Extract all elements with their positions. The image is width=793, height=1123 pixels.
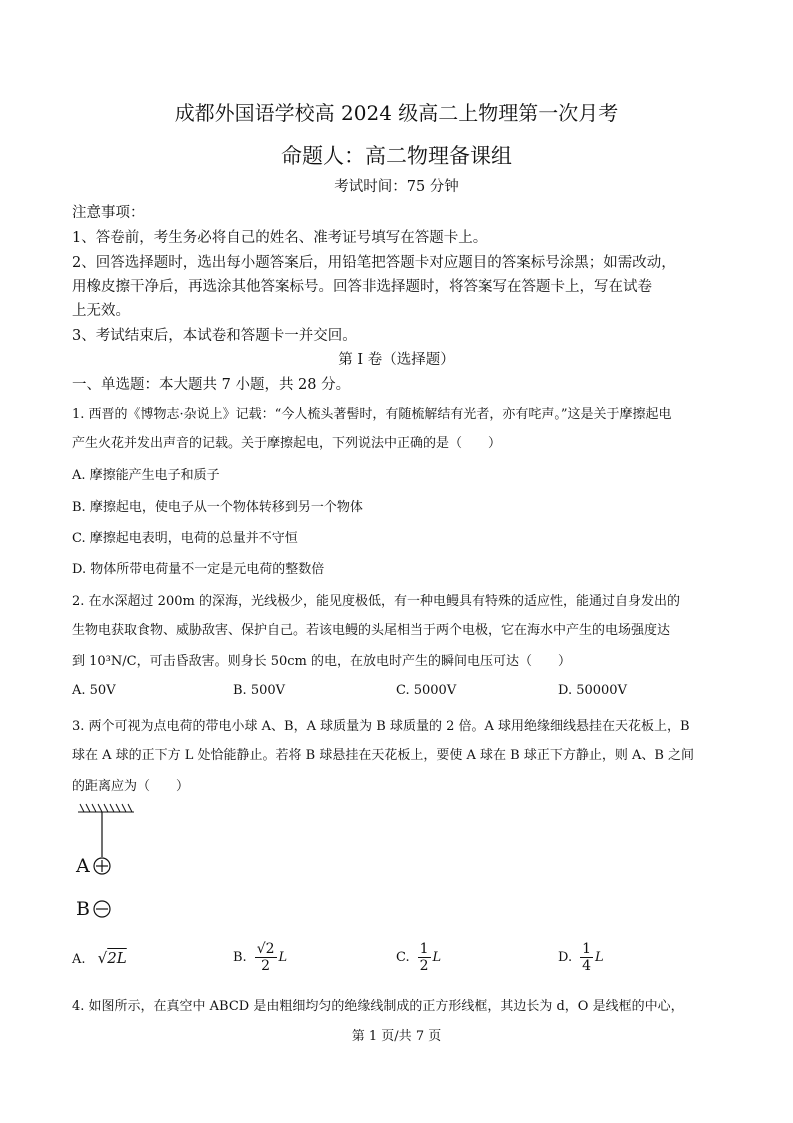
negative-charge-icon (94, 901, 110, 917)
q3-option-b-numerator: √2 (256, 940, 275, 957)
q2-stem-line-3: 到 10³N/C，可击昏敌害。则身长 50cm 的电，在放电时产生的瞬间电压可达（ ） (72, 654, 572, 669)
q3-option-c-label: C. (396, 949, 410, 965)
q3-stem-line-1: 3. 两个可视为点电荷的带电小球 A、B，A 球质量为 B 球质量的 2 倍。A 球用绝缘细线悬挂在天花板上，B (72, 719, 690, 734)
section-heading: 一、单选题：本大题共 7 小题，共 28 分。 (72, 377, 351, 393)
q3-stem-line-2: 球在 A 球的正下方 L 处恰能静止。若将 B 球悬挂在天花板上，要使 A 球在 B 球正下方静止，则 A、B 之间 (72, 748, 695, 763)
q3-option-d-fraction (580, 942, 593, 973)
exam-title: 成都外国语学校高 2024 级高二上物理第一次月考 (174, 101, 619, 125)
note-2-line-2: 用橡皮擦干净后，再选涂其他答案标号。回答非选择题时，将答案写在答题卡上，写在试卷 (72, 279, 652, 295)
q1-option-c: C. 摩擦起电表明，电荷的总量并不守恒 (72, 531, 298, 546)
q3-figure-label-a: A (76, 855, 90, 877)
q3-option-a-label: A. (72, 952, 86, 967)
q1-stem-line-2: 产生火花并发出声音的记载。关于摩擦起电，下列说法中正确的是（ ） (72, 436, 502, 451)
section-title: 第 I 卷（选择题） (338, 352, 455, 368)
q3-option-c (396, 938, 441, 976)
q1-option-d: D. 物体所带电荷量不一定是元电荷的整数倍 (72, 562, 325, 577)
q3-option-a (72, 949, 127, 967)
q3-figure-label-b: B (76, 898, 90, 920)
note-2-line-3: 上无效。 (72, 303, 130, 319)
sqrt-sign-icon: √ (97, 949, 108, 967)
notes-heading: 注意事项： (72, 205, 145, 221)
q3-option-d (558, 938, 604, 976)
q2-stem-line-1: 2. 在水深超过 200m 的深海，光线极少，能见度极低，有一种电鳗具有特殊的适应性，能通过自身发出的 (72, 594, 680, 609)
q1-option-a: A. 摩擦能产生电子和质子 (72, 468, 220, 483)
q3-option-c-denominator: 2 (419, 957, 429, 974)
q1-stem-line-1: 1. 西晋的《博物志·杂说上》记载：“今人梳头著髻时，有随梳解结有光者，亦有咤声。”这是关于摩擦起电 (72, 407, 672, 422)
q2-option-a: A. 50V (72, 683, 116, 698)
ceiling-hatching (78, 804, 134, 812)
q3-option-b-label: B. (233, 949, 247, 965)
q3-option-a-value (98, 949, 127, 967)
q3-option-d-denominator: 4 (582, 957, 592, 974)
page-footer: 第 1 页/共 7 页 (351, 1029, 442, 1044)
q3-option-b-fraction (255, 942, 277, 973)
note-1: 1、答卷前，考生务必将自己的姓名、准考证号填写在答题卡上。 (72, 230, 488, 246)
q3-stem-line-3: 的距离应为（ ） (72, 779, 190, 794)
q3-option-c-numerator: 1 (419, 940, 429, 957)
exam-time: 考试时间：75 分钟 (334, 179, 459, 195)
q2-option-c: C. 5000V (396, 683, 457, 698)
exam-author: 命题人：高二物理备课组 (281, 144, 512, 168)
q4-stem-line-1: 4. 如图所示，在真空中 ABCD 是由粗细均匀的绝缘线制成的正方形线框，其边长为 d，O 是线框的中心， (72, 999, 684, 1014)
q3-option-b-denominator: 2 (261, 957, 271, 974)
q3-option-d-variable: L (595, 949, 604, 965)
note-2-line-1: 2、回答选择题时，选出每小题答案后，用铅笔把答题卡对应题目的答案标号涂黑；如需改动， (72, 255, 676, 271)
q3-option-b-variable: L (278, 949, 288, 965)
q2-option-b: B. 500V (233, 683, 286, 698)
q3-option-c-fraction (418, 942, 431, 973)
q3-option-a-expression: 2L (107, 949, 127, 967)
q1-option-b: B. 摩擦起电，使电子从一个物体转移到另一个物体 (72, 500, 363, 515)
note-3: 3、考试结束后，本试卷和答题卡一并交回。 (72, 328, 357, 344)
q3-option-c-variable: L (432, 949, 442, 965)
q3-option-d-label: D. (558, 949, 573, 965)
positive-charge-icon (94, 858, 110, 874)
q3-option-d-numerator: 1 (582, 940, 592, 957)
q2-option-d: D. 50000V (558, 683, 627, 698)
q2-stem-line-2: 生物电获取食物、威胁敌害、保护自己。若该电鳗的头尾相当于两个电极，它在海水中产生的电场强度达 (72, 623, 671, 638)
q3-option-b (233, 938, 287, 976)
